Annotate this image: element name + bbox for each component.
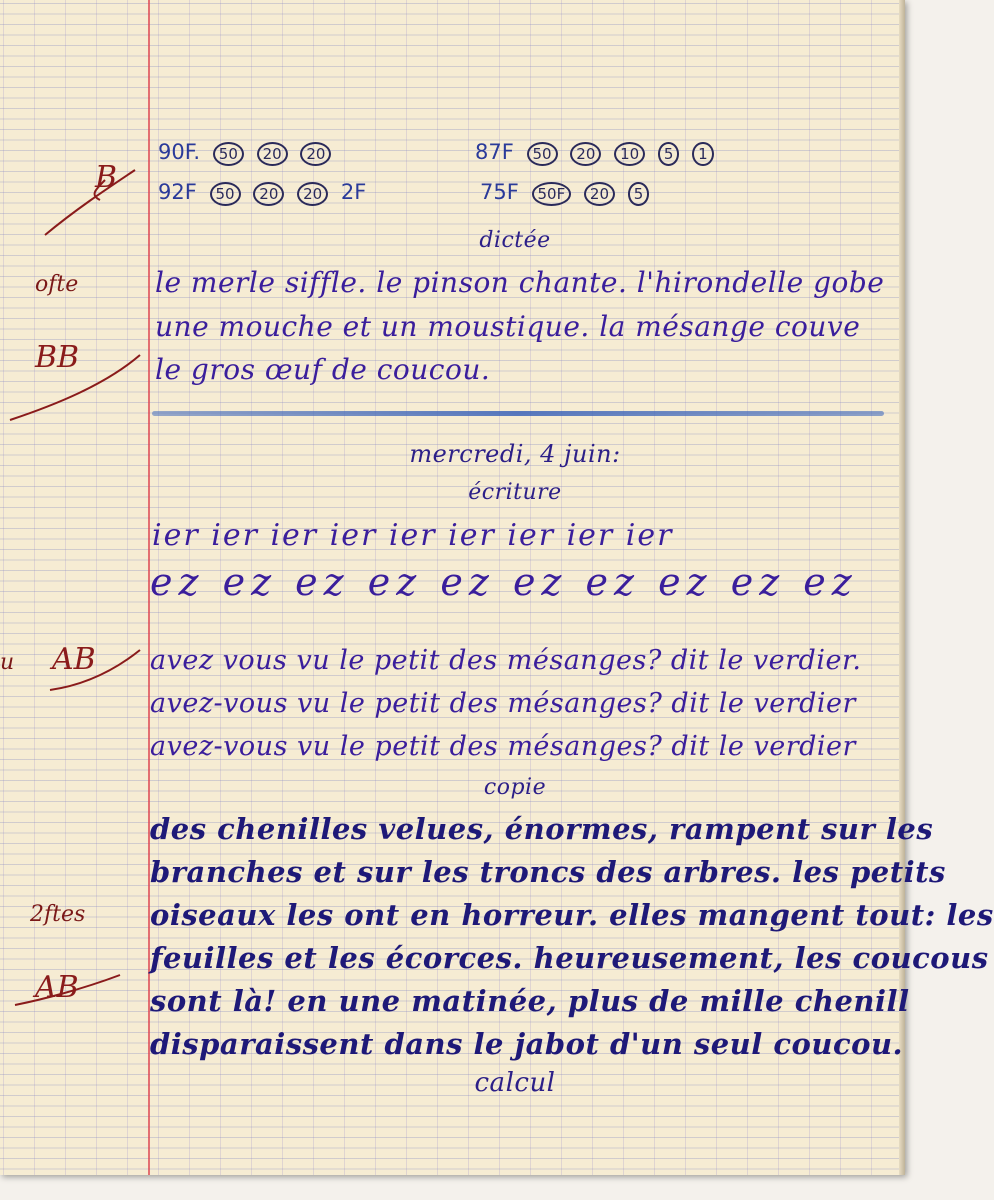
copy-title: copie (483, 775, 547, 800)
copy-line: feuilles et les écorces. heureusement, les coucous (150, 941, 989, 975)
margin-note: 2ftes (30, 902, 86, 927)
header-row1-right (475, 140, 720, 166)
coin-20: 20 (570, 142, 601, 166)
grade-flourish-icon (45, 640, 145, 700)
header-row2-left (158, 180, 372, 206)
grade-flourish-icon (10, 960, 130, 1030)
writing-sentence: avez-vous vu le petit des mésanges? dit le verdier (150, 731, 856, 762)
dictation-title: dictée (479, 228, 551, 253)
dictation-line: le gros œuf de coucou. (155, 353, 491, 386)
writing-row-ier: ier ier ier ier ier ier ier ier ier (152, 518, 674, 553)
writing-sentence: avez vous vu le petit des mésanges? dit le verdier. (150, 645, 862, 676)
coin-20: 20 (297, 182, 328, 206)
grade-flourish-icon (35, 150, 145, 250)
margin-edge-letter: u (0, 650, 15, 675)
coin-50: 50 (527, 142, 558, 166)
writing-sentence: avez-vous vu le petit des mésanges? dit le verdier (150, 688, 856, 719)
writing-title: écriture (468, 480, 562, 505)
margin-note: ofte (35, 272, 79, 297)
copy-line: sont là! en une matinée, plus de mille chenill (150, 984, 910, 1018)
coin-5: 5 (628, 182, 650, 206)
coin-50: 50 (210, 182, 241, 206)
coin-5: 5 (658, 142, 680, 166)
coin-10: 10 (614, 142, 645, 166)
amount-text: 2F (340, 180, 367, 204)
coin-50: 50F (532, 182, 572, 206)
amount-text: 92F (158, 180, 197, 204)
grade-mark: BB (35, 340, 80, 375)
date-heading: mercredi, 4 juin: (409, 440, 621, 468)
coin-50: 50 (213, 142, 244, 166)
copy-line: oiseaux les ont en horreur. elles mangent tout: les (150, 898, 994, 932)
dictation-line: le merle siffle. le pinson chante. l'hirondelle gobe (155, 266, 885, 299)
copy-line: branches et sur les troncs des arbres. les petits (150, 855, 946, 889)
coin-20: 20 (584, 182, 615, 206)
grade-mark: AB (52, 642, 96, 677)
writing-row-ez: ez ez ez ez ez ez ez ez ez ez (150, 560, 858, 604)
header-row1-left (158, 140, 337, 166)
coin-20: 20 (257, 142, 288, 166)
dictation-line: une mouche et un moustique. la mésange couve (155, 310, 861, 343)
copy-line: disparaissent dans le jabot d'un seul coucou. (150, 1027, 904, 1061)
coin-1: 1 (692, 142, 714, 166)
grade-mark: B (95, 160, 118, 195)
header-row2-right (480, 180, 655, 206)
amount-text: 90F. (158, 140, 201, 164)
copy-line: des chenilles velues, énormes, rampent sur les (150, 812, 934, 846)
coin-20: 20 (253, 182, 284, 206)
grade-mark: AB (35, 970, 79, 1005)
amount-text: 87F (475, 140, 514, 164)
amount-text: 75F (480, 180, 519, 204)
calc-title: calcul (474, 1068, 556, 1098)
coin-20: 20 (300, 142, 331, 166)
section-divider (152, 411, 884, 416)
grade-flourish-icon (5, 350, 145, 430)
